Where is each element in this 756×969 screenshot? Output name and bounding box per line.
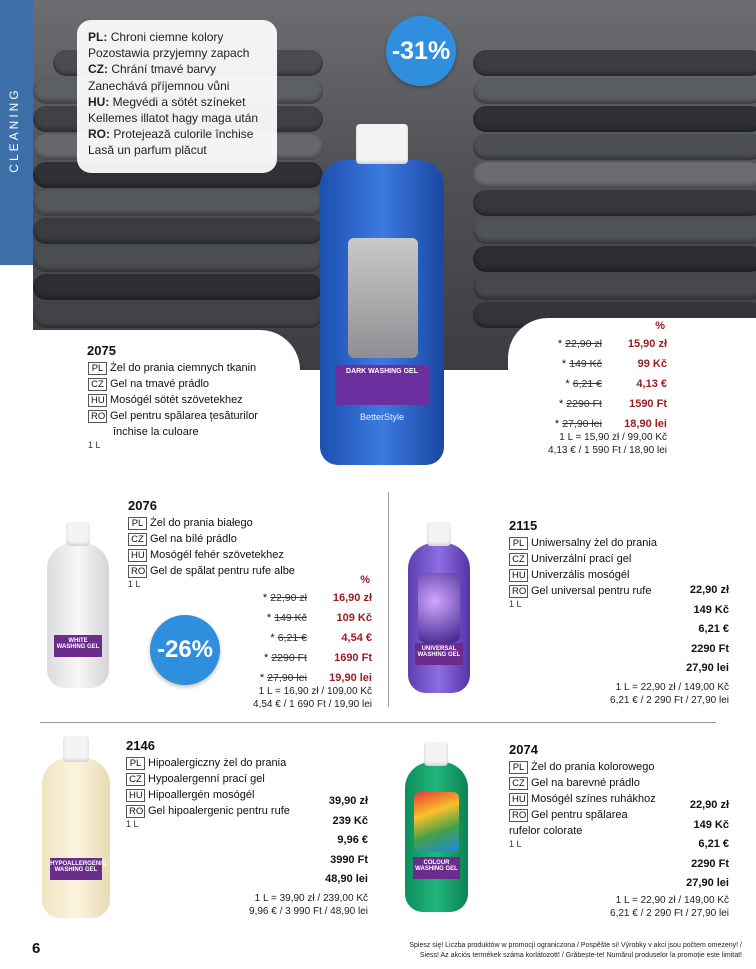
product-name: Mosógél fehér szövetekhez — [150, 549, 284, 561]
product-name-cont: închise la culoare — [113, 426, 199, 438]
price: 239 Kč — [332, 814, 368, 827]
product-bottle-2076 — [47, 543, 109, 688]
old-price: 22,90 zł — [565, 338, 602, 350]
lang-tag: RO — [88, 410, 107, 423]
lang-tag: CZ — [126, 773, 145, 786]
bottle-cap — [424, 742, 448, 766]
product-names-2115 — [509, 535, 657, 609]
price: 48,90 lei — [325, 873, 368, 885]
price: 27,90 lei — [686, 662, 729, 674]
bottle-window — [348, 238, 418, 358]
benefit-line: Chroni ciemne kolory — [110, 30, 224, 44]
footer-line: Spiesz się! Liczba produktów w promocji ograniczona / Pospěšte si! Výrobky v akci jsou počtem omezeny! / — [409, 942, 742, 949]
lang-tag: RO — [128, 565, 147, 578]
product-code: 2146 — [126, 738, 155, 753]
category-label: CLEANING — [7, 87, 21, 173]
price: 6,21 € — [698, 838, 729, 850]
discount-badge: -31% — [386, 16, 456, 86]
unit-price: 6,21 € / 2 290 Ft / 27,90 lei — [610, 908, 729, 919]
benefit-line: Protejează culorile închise — [113, 127, 254, 142]
new-price: 19,90 lei — [329, 672, 372, 684]
lang-tag: PL — [88, 362, 107, 375]
product-name: Hipoalergiczny żel do prania — [148, 757, 287, 769]
footer-line: Siess! Az akciós termékek száma korlátozott! / Grăbește-te! Numărul produselor la promoție este limitat! — [419, 952, 742, 959]
divider — [40, 722, 716, 723]
product-name: Gel de spălat pentru rufe albe — [150, 565, 295, 577]
new-price: 18,90 lei — [624, 418, 667, 430]
footer-note — [300, 941, 742, 961]
product-name: Hipoallergén mosógél — [148, 789, 255, 801]
price-list-2076: % * 22,90 zł 16,90 zł * 149 Kč 109 Kč * 6,21 € 4,54 € * 2290 Ft 1690 Ft * 27,90 lei 19,90 lei — [236, 572, 372, 688]
unit-price: 9,96 € / 3 990 Ft / 48,90 lei — [249, 906, 368, 917]
product-name: Hypoalergenní prací gel — [148, 773, 265, 785]
price: 39,90 zł — [328, 795, 368, 807]
product-name: Univerzális mosógél — [531, 569, 630, 581]
price-list-2075: % * 22,90 zł 15,90 zł * 149 Kč 99 Kč * 6,21 € 4,13 € * 2290 Ft 1590 Ft * 27,90 lei 18,90 lei — [530, 318, 667, 434]
price: 27,90 lei — [686, 877, 729, 889]
product-code: 2115 — [509, 518, 538, 533]
product-code: 2074 — [509, 742, 538, 757]
product-name-cont: rufelor colorate — [509, 825, 583, 837]
volume: 1 L — [88, 440, 101, 450]
product-name: Mosógél sötét szövetekhez — [110, 394, 243, 406]
unit-price: 6,21 € / 2 290 Ft / 27,90 lei — [610, 695, 729, 706]
product-name: Żel do prania kolorowego — [531, 761, 655, 773]
product-name: Gel pentru spălarea țesăturilor — [110, 410, 258, 422]
unit-price: 4,54 € / 1 690 Ft / 19,90 lei — [253, 699, 372, 710]
product-name: Gel na bílé prádlo — [150, 533, 237, 545]
lang-tag: RO — [509, 585, 528, 598]
product-name: Gel hipoalergenic pentru rufe — [148, 805, 290, 817]
lang-tag: HU — [128, 549, 147, 562]
volume: 1 L — [509, 599, 522, 609]
benefit-line: Megvédi a sötét színeket — [112, 94, 246, 109]
price: 22,90 zł — [689, 584, 729, 596]
product-name: Mosógél színes ruhákhoz — [531, 793, 656, 805]
percent-sign: % — [655, 320, 665, 332]
lang-tag: HU — [509, 569, 528, 582]
unit-price: 1 L = 39,90 zł / 239,00 Kč — [254, 893, 368, 904]
bottle-cap — [66, 522, 90, 546]
product-bottle-2075 — [320, 160, 444, 465]
product-name: Gel universal pentru rufe — [531, 585, 652, 597]
new-price: 1690 Ft — [334, 652, 372, 664]
old-price: 27,90 lei — [562, 418, 602, 430]
product-names-2074 — [509, 759, 656, 849]
lang-code: CZ: — [88, 62, 108, 77]
benefit-line: Kellemes illatot hagy maga után — [88, 111, 259, 126]
lang-tag: HU — [509, 793, 528, 806]
lang-tag: PL — [128, 517, 147, 530]
new-price: 1590 Ft — [629, 398, 667, 410]
old-price: 149 Kč — [274, 612, 307, 624]
volume: 1 L — [509, 839, 522, 849]
lang-tag: PL — [509, 537, 528, 550]
lang-code: PL: — [88, 30, 108, 44]
new-price: 109 Kč — [336, 612, 372, 624]
unit-price: 1 L = 22,90 zł / 149,00 Kč — [615, 682, 729, 693]
old-price: 22,90 zł — [270, 592, 307, 604]
lang-code: RO: — [88, 127, 110, 142]
price: 9,96 € — [337, 834, 368, 846]
lang-tag: CZ — [88, 378, 107, 391]
unit-price: 4,13 € / 1 590 Ft / 18,90 lei — [548, 445, 667, 456]
product-name: Uniwersalny żel do prania — [531, 537, 657, 549]
product-code: 2075 — [87, 343, 116, 358]
lang-tag: PL — [509, 761, 528, 774]
product-name: Gel na tmavé prádlo — [110, 378, 210, 390]
bottle-label: UNIVERSAL WASHING GEL — [415, 643, 462, 665]
price: 2290 Ft — [691, 857, 729, 870]
lang-tag: CZ — [128, 533, 147, 546]
price: 149 Kč — [693, 818, 729, 831]
lang-code: HU: — [88, 94, 110, 109]
old-price: 2290 Ft — [271, 652, 307, 664]
jeans-stack-right — [473, 20, 756, 350]
lang-tag: CZ — [509, 777, 528, 790]
bottle-cap — [63, 736, 89, 762]
product-bottle-2146 — [42, 758, 110, 918]
benefit-line: Lasă un parfum plăcut — [88, 143, 207, 158]
old-price: 149 Kč — [569, 358, 602, 370]
benefits-box — [77, 20, 277, 173]
product-name: Żel do prania białego — [150, 517, 253, 529]
lang-tag: HU — [126, 789, 145, 802]
unit-price: 1 L = 22,90 zł / 149,00 Kč — [615, 895, 729, 906]
benefit-line: Chrání tmavé barvy — [111, 62, 217, 77]
new-price: 15,90 zł — [627, 338, 667, 350]
percent-sign: % — [360, 574, 370, 586]
discount-badge: -26% — [150, 615, 220, 685]
bottle-label: DARK WASHING GEL — [335, 365, 429, 405]
price: 3990 Ft — [330, 853, 368, 866]
product-bottle-2074 — [405, 762, 468, 912]
product-code: 2076 — [128, 498, 157, 513]
lang-tag: RO — [509, 809, 528, 822]
price-list-2115 — [660, 581, 729, 679]
price: 22,90 zł — [689, 799, 729, 811]
unit-price: 1 L = 16,90 zł / 109,00 Kč — [258, 686, 372, 697]
lang-tag: RO — [126, 805, 145, 818]
volume: 1 L — [128, 579, 141, 589]
old-price: 27,90 lei — [267, 672, 307, 684]
price-list-2146 — [299, 792, 368, 890]
product-name: Univerzální prací gel — [531, 553, 632, 565]
price: 149 Kč — [693, 603, 729, 616]
brand-logo: BetterStyle — [359, 412, 405, 422]
bottle-label: WHITE WASHING GEL — [54, 635, 101, 657]
benefit-line: Pozostawia przyjemny zapach — [88, 46, 250, 61]
product-name: Gel pentru spălarea — [531, 809, 628, 821]
product-bottle-2115 — [408, 543, 470, 693]
old-price: 6,21 € — [572, 378, 602, 390]
product-names-2075 — [88, 360, 258, 450]
old-price: 2290 Ft — [566, 398, 602, 410]
new-price: 4,13 € — [636, 378, 667, 390]
new-price: 99 Kč — [637, 358, 667, 370]
bottle-cap — [427, 522, 451, 546]
price: 2290 Ft — [691, 642, 729, 655]
bottle-label: COLOUR WASHING GEL — [413, 857, 461, 879]
product-name: Żel do prania ciemnych tkanin — [110, 362, 257, 374]
volume: 1 L — [126, 819, 139, 829]
bottle-label: HYPOALLERGENIC WASHING GEL — [50, 858, 102, 880]
bottle-cap — [356, 124, 408, 164]
divider — [388, 492, 389, 707]
new-price: 4,54 € — [341, 632, 372, 644]
lang-tag: HU — [88, 394, 107, 407]
new-price: 16,90 zł — [332, 592, 372, 604]
page-number: 6 — [32, 940, 41, 957]
old-price: 6,21 € — [277, 632, 307, 644]
lang-tag: PL — [126, 757, 145, 770]
price-list-2074 — [660, 796, 729, 894]
lang-tag: CZ — [509, 553, 528, 566]
benefit-line: Zanechává příjemnou vůni — [88, 78, 230, 93]
price: 6,21 € — [698, 623, 729, 635]
unit-price: 1 L = 15,90 zł / 99,00 Kč — [559, 432, 667, 443]
product-name: Gel na barevné prádlo — [531, 777, 640, 789]
product-names-2146 — [126, 755, 290, 829]
